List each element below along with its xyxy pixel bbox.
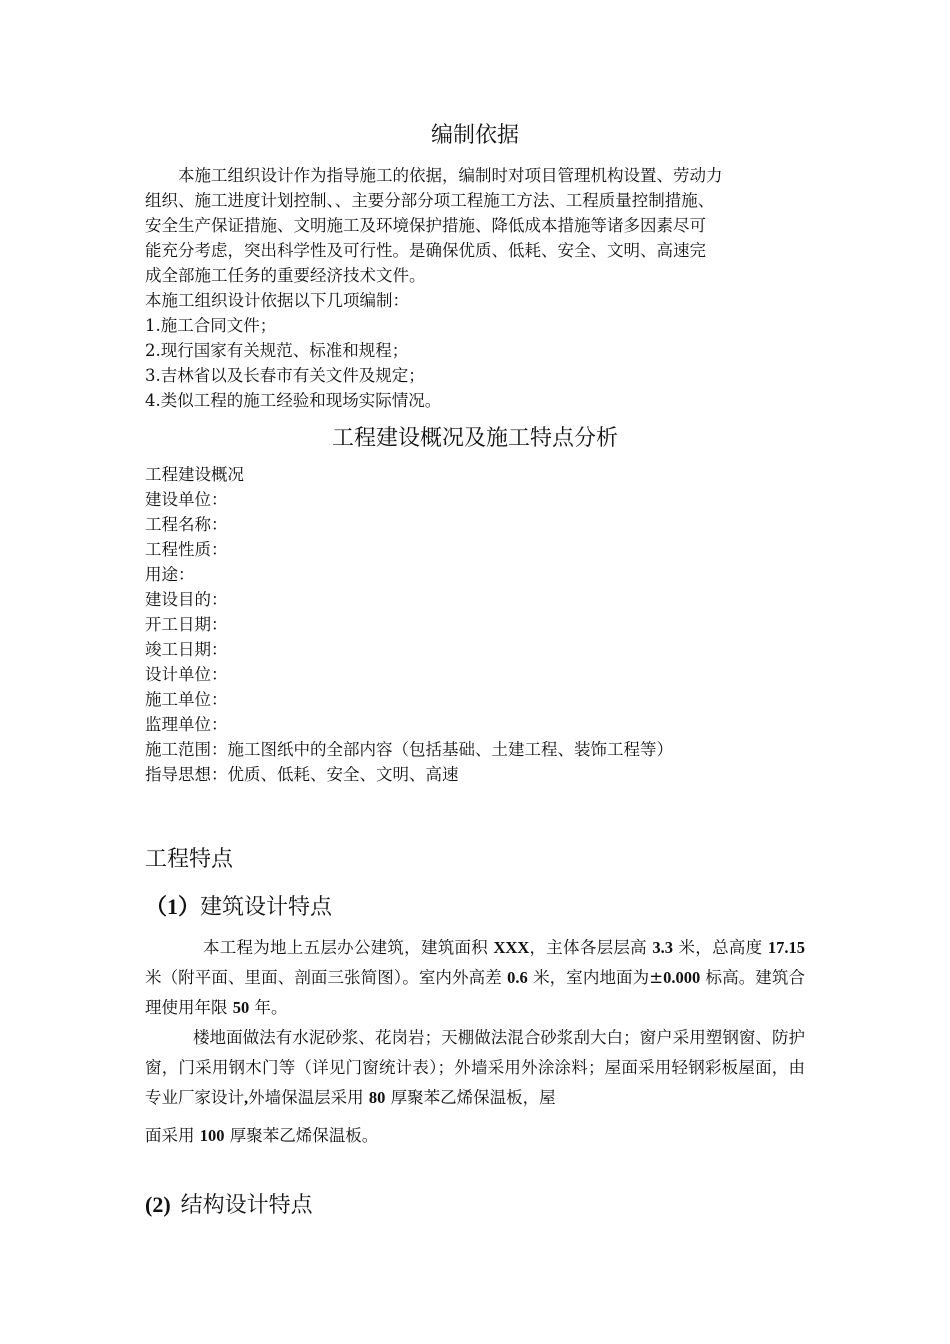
paragraph-line: 安全生产保证措施、文明施工及环境保护措施、降低成本措施等诸多因素尽可 bbox=[145, 216, 706, 235]
architecture-text bbox=[145, 933, 805, 1151]
section-title-features: 工程特点 bbox=[145, 847, 234, 872]
basis-intro: 本施工组织设计依据以下几项编制： bbox=[145, 291, 409, 310]
field-line: 施工范围：施工图纸中的全部内容（包括基础、土建工程、装饰工程等） bbox=[145, 740, 673, 759]
field-line: 工程性质： bbox=[145, 540, 228, 559]
list-item: 1.施工合同文件； bbox=[145, 316, 277, 335]
total-height: 17.15 bbox=[767, 938, 805, 957]
subsection-label: 结构设计特点 bbox=[180, 1193, 313, 1218]
roof-insulation-thickness: 100 bbox=[199, 1126, 225, 1145]
elevation: 0.000 bbox=[663, 968, 701, 987]
height-difference: 0.6 bbox=[507, 968, 528, 987]
paragraph-line: 成全部施工任务的重要经济技术文件。 bbox=[145, 266, 426, 285]
subsection-number: (2) bbox=[145, 1192, 171, 1217]
field-line: 用途： bbox=[145, 565, 195, 584]
subsection-title-structure bbox=[145, 1188, 313, 1219]
overview-fields bbox=[145, 462, 805, 787]
field-line: 建设目的： bbox=[145, 590, 228, 609]
paragraph-line: 本施工组织设计作为指导施工的依据，编制时对项目管理机构设置、劳动力 bbox=[178, 166, 723, 185]
field-line: 开工日期： bbox=[145, 615, 228, 634]
field-line: 指导思想：优质、低耗、安全、文明、高速 bbox=[145, 765, 459, 784]
building-area: XXX bbox=[493, 938, 530, 957]
field-line: 设计单位： bbox=[145, 665, 228, 684]
field-line: 监理单位： bbox=[145, 715, 228, 734]
basis-paragraph bbox=[145, 163, 805, 413]
subsection-number: （1） bbox=[145, 894, 201, 919]
field-line: 工程建设概况 bbox=[145, 465, 244, 484]
field-line: 工程名称： bbox=[145, 515, 228, 534]
wall-insulation-thickness: 80 bbox=[368, 1088, 386, 1107]
floor-height: 3.3 bbox=[652, 938, 674, 957]
field-line: 建设单位： bbox=[145, 490, 228, 509]
subsection-title-architecture bbox=[145, 890, 332, 921]
architecture-paragraph-2: 楼地面做法有水泥砂浆、花岗岩；天棚做法混合砂浆刮大白；窗户采用塑钢窗、防护窗，门采用钢木门等（详见门窗统计表）；外墙采用外涂涂料；屋面采用轻钢彩板屋面，由专业厂家设计,外墙保温层采用 80 厚聚苯乙烯保温板，屋 bbox=[145, 1028, 805, 1107]
paragraph-line: 组织、施工进度计划控制、、主要分部分项工程施工方法、工程质量控制措施、 bbox=[145, 191, 715, 210]
architecture-paragraph-2-end: 面采用 100 厚聚苯乙烯保温板。 bbox=[145, 1126, 379, 1145]
list-item: 4.类似工程的施工经验和现场实际情况。 bbox=[145, 391, 442, 410]
paragraph-line: 能充分考虑，突出科学性及可行性。是确保优质、低耗、安全、文明、高速完 bbox=[145, 241, 706, 260]
service-life: 50 bbox=[232, 998, 250, 1017]
list-item: 2.现行国家有关规范、标准和规程； bbox=[145, 341, 409, 360]
field-line: 竣工日期： bbox=[145, 640, 228, 659]
field-line: 施工单位： bbox=[145, 690, 228, 709]
subsection-label: 建筑设计特点 bbox=[200, 895, 333, 920]
section-title-overview: 工程建设概况及施工特点分析 bbox=[331, 426, 618, 451]
architecture-paragraph-1: 本工程为地上五层办公建筑，建筑面积 XXX，主体各层层高 3.3 米，总高度 17.15 米（附平面、里面、剖面三张简图）。室内外高差 0.6 米，室内地面为±0.000 标高。建筑合理使用年限 50 年。 bbox=[145, 938, 805, 1017]
section-title-basis: 编制依据 bbox=[430, 123, 519, 148]
list-item: 3.吉林省以及长春市有关文件及规定； bbox=[145, 366, 425, 385]
